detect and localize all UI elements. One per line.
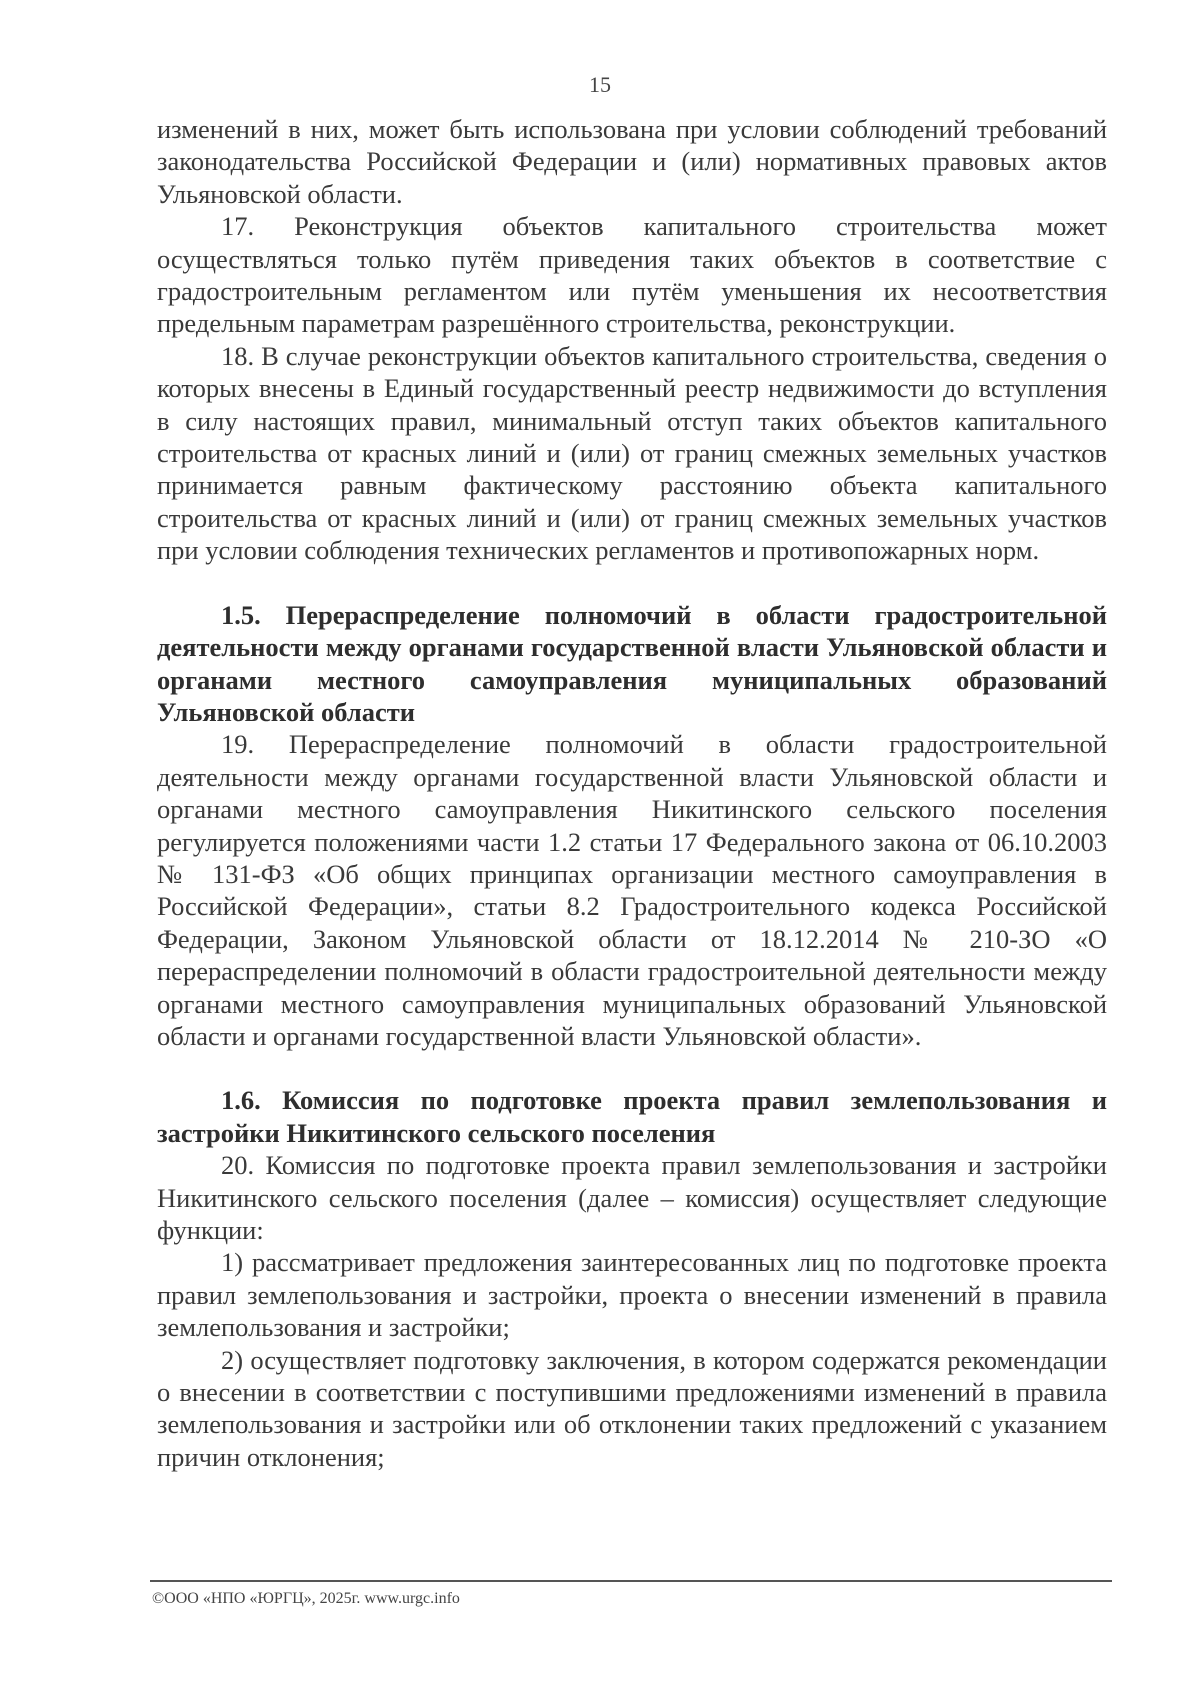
section-spacer (157, 1052, 1107, 1084)
section-1-5-heading: 1.5. Перераспределение полномочий в области градостроительной деятельности между органами государственной власти Ульяновской области и органами местного самоуправления муниципальных образований Ульяновской области (157, 599, 1107, 727)
paragraph-20: 20. Комиссия по подготовке проекта правил землепользования и застройки Никитинского сельского поселения (далее – комиссия) осуществляет следующие функции: (157, 1150, 1107, 1245)
paragraph-18: 18. В случае реконструкции объектов капитального строительства, сведения о которых внесены в Единый государственный реестр недвижимости до вступления в силу настоящих правил, минимальный отступ таких объектов капитального строительства от красных линий и (или) от границ смежных земельных участков принимается равным фактическому расстоянию объекта капитального строительства от красных линий и (или) от границ смежных земельных участков при условии соблюдения технических регламентов и противопожарных норм. (157, 340, 1107, 566)
page-number: 15 (589, 72, 611, 97)
footer-divider (150, 1580, 1112, 1582)
document-body (157, 113, 1107, 1473)
list-item-1: 1) рассматривает предложения заинтересованных лиц по подготовке проекта правил землепользования и застройки, проекта о внесении изменений в правила землепользования и застройки; (157, 1247, 1107, 1343)
paragraph-19: 19. Перераспределение полномочий в области градостроительной деятельности между органами государственной власти Ульяновской области и органами местного самоуправления Никитинского сельского поселения регулируется положениями части 1.2 статьи 17 Федерального закона от 06.10.2003 № 131-ФЗ «Об общих принципах организации местного самоуправления в Российской Федерации», статьи 8.2 Градостроительного кодекса Российской Федерации, Законом Ульяновской области от 18.12.2014 № 210-ЗО «О перераспределении полномочий в области градостроительной деятельности между органами местного самоуправления муниципальных образований Ульяновской области и органами государственной власти Ульяновской области». (157, 729, 1107, 1051)
section-spacer (157, 567, 1107, 599)
footer-copyright: ©ООО «НПО «ЮРГЦ», 2025г. www.urgc.info (152, 1590, 460, 1607)
paragraph-continuation: изменений в них, может быть использована при условии соблюдений требований законодательства Российской Федерации и (или) нормативных правовых актов Ульяновской области. (157, 114, 1107, 209)
paragraph-17: 17. Реконструкция объектов капитального строительства может осуществляться только путём приведения таких объектов в соответствие с градостроительным регламентом или путём уменьшения их несоответствия предельным параметрам разрешённого строительства, реконструкции. (157, 211, 1107, 339)
section-1-6-heading: 1.6. Комиссия по подготовке проекта правил землепользования и застройки Никитинского сельского поселения (157, 1085, 1107, 1148)
list-item-2: 2) осуществляет подготовку заключения, в котором содержатся рекомендации о внесении в соответствии с поступившими предложениями изменений в правила землепользования и застройки или об отклонении таких предложений с указанием причин отклонения; (157, 1344, 1107, 1472)
